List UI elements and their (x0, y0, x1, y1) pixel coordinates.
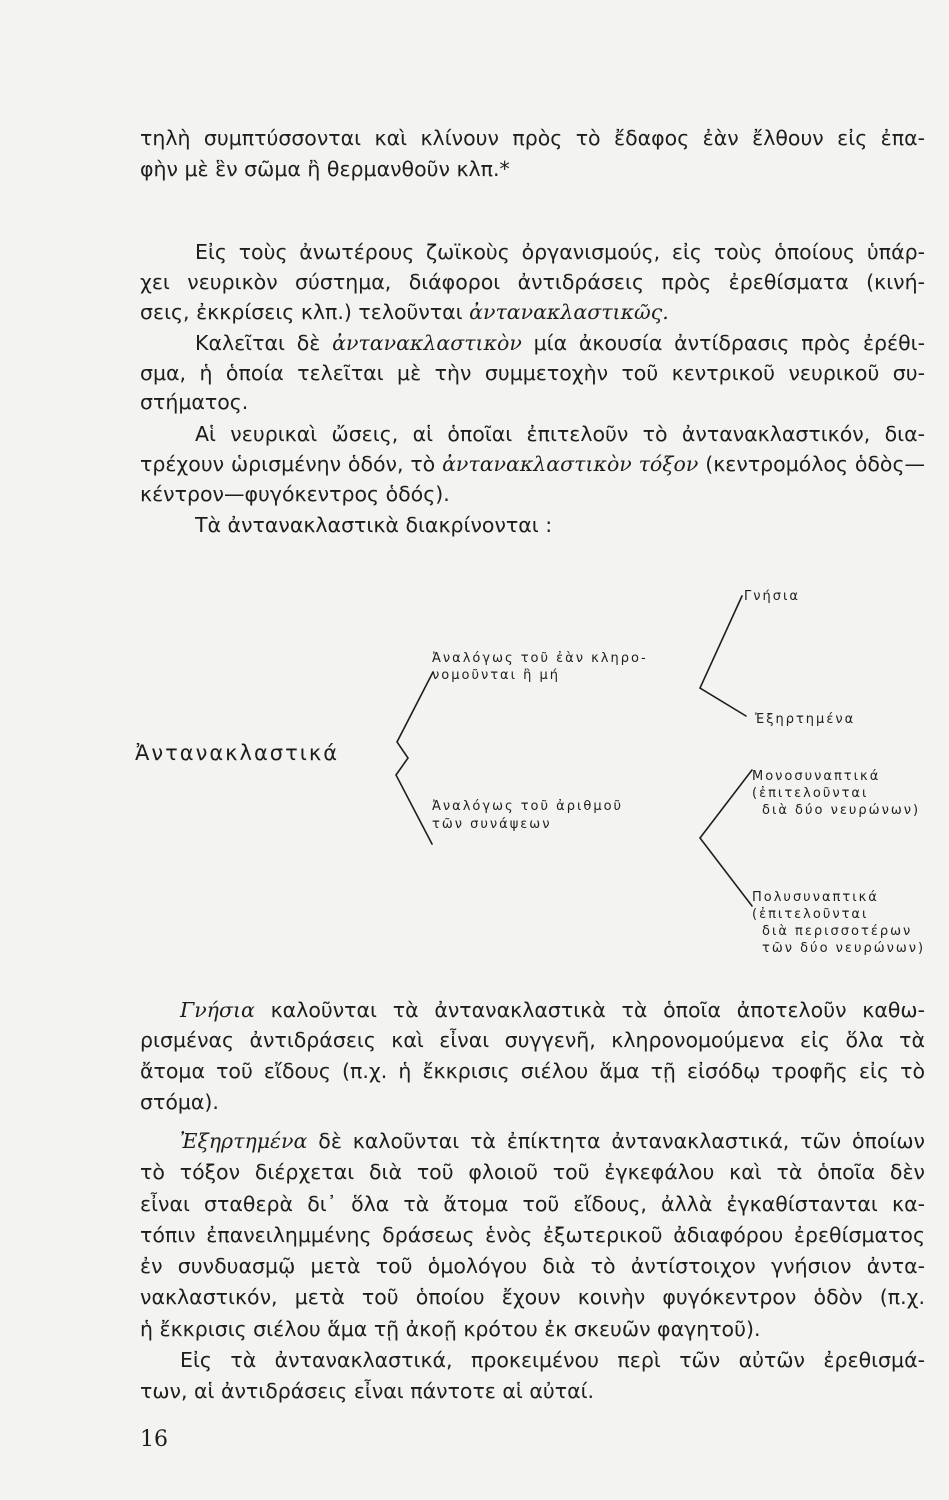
text-line: σεις, ἐκκρίσεις κλπ.) τελοῦνται ἀντανακλαστικῶς. (140, 300, 669, 324)
diagram-poly-label: τῶν δύο νευρώνων) (762, 941, 926, 956)
diagram-poly-label: Πολυσυναπτικά (752, 890, 879, 905)
text-line: Αἱ νευρικαὶ ὤσεις, αἱ ὁποῖαι ἐπιτελοῦν τὸ ἀντανακλαστικόν, δια- (195, 422, 925, 446)
synapse-bracket (700, 770, 752, 906)
diagram-synapse-label: Ἀναλόγως τοῦ ἀριθμοῦ (432, 799, 624, 814)
text-line: τόπιν ἐπανειλημμένης δράσεως ἑνὸς ἐξωτερικοῦ ἀδιαφόρου ἐρεθίσματος (140, 1223, 925, 1247)
italic-term: ἀντανακλαστικὸν τόξον (442, 452, 699, 476)
text-line: στήματος. (140, 390, 249, 414)
text-line: χει νευρικὸν σύστημα, διάφοροι ἀντιδράσεις πρὸς ἐρεθίσματα (κινή- (140, 270, 925, 294)
text-line: κέντρον—φυγόκεντρος ὁδός). (140, 482, 450, 506)
text-line: Γνήσια καλοῦνται τὰ ἀντανακλαστικὰ τὰ ὁποῖα ἀποτελοῦν καθω- (180, 998, 925, 1022)
diagram-root-label: Ἀντανακλαστικά (135, 741, 340, 765)
text-line: ἐν συνδυασμῷ μετὰ τοῦ ὁμολόγου διὰ τὸ ἀντίστοιχον γνήσιον ἀντα- (140, 1254, 925, 1278)
diagram-heredity-label: Ἀναλόγως τοῦ ἐὰν κληρο- (432, 651, 648, 666)
text-line: στόμα). (140, 1090, 219, 1114)
diagram-poly-label: διὰ περισσοτέρων (762, 924, 913, 939)
text-line: εἶναι σταθερὰ δι᾽ ὅλα τὰ ἄτομα τοῦ εἴδους, ἀλλὰ ἐγκαθίστανται κα- (140, 1192, 925, 1216)
text-line: φὴν μὲ ἓν σῶμα ἢ θερμανθοῦν κλπ.* (140, 157, 510, 181)
text-line: Εἰς τοὺς ἀνωτέρους ζωϊκοὺς ὀργανισμούς, εἰς τοὺς ὁποίους ὑπάρ- (195, 240, 925, 264)
text-line: Εἰς τὰ ἀντανακλαστικά, προκειμένου περὶ τῶν αὐτῶν ἐρεθισμά- (180, 1348, 925, 1372)
diagram-mono-label: Μονοσυναπτικά (752, 769, 881, 784)
text-line: των, αἱ ἀντιδράσεις εἶναι πάντοτε αἱ αὐταί. (140, 1379, 595, 1403)
text-line: ἡ ἔκκρισις σιέλου ἅμα τῇ ἀκοῇ κρότου ἐκ σκευῶν φαγητοῦ). (140, 1317, 761, 1341)
text-line: ἄτομα τοῦ εἴδους (π.χ. ἡ ἔκκρισις σιέλου ἅμα τῇ εἰσόδῳ τροφῆς εἰς τὸ (140, 1059, 925, 1083)
text-line: νακλαστικόν, μετὰ τοῦ ὁποίου ἔχουν κοινὴν φυγόκεντρον ὁδὸν (π.χ. (140, 1285, 925, 1309)
diagram-mono-label: διὰ δύο νευρώνων) (762, 803, 921, 818)
diagram-synapse-label: τῶν συνάψεων (432, 817, 552, 832)
text-line: τηλὴ συμπτύσσονται καὶ κλίνουν πρὸς τὸ ἔδαφος ἐὰν ἔλθουν εἰς ἐπα- (140, 126, 925, 150)
italic-term: Γνήσια (180, 998, 255, 1022)
diagram-genuine-label: Γνήσια (744, 589, 800, 604)
diagram-mono-label: (ἐπιτελοῦνται (752, 786, 869, 801)
diagram-poly-label: (ἐπιτελοῦνται (752, 907, 869, 922)
italic-term: ἀντανακλαστικῶς. (469, 300, 669, 324)
text-line: τὸ τόξον διέρχεται διὰ τοῦ φλοιοῦ τοῦ ἐγκεφάλου καὶ τὰ ὁποῖα δὲν (140, 1160, 925, 1184)
text-line: Καλεῖται δὲ ἀντανακλαστικὸν μία ἀκουσία ἀντίδρασις πρὸς ἐρέθι- (195, 331, 925, 355)
page-number: 16 (140, 1427, 168, 1452)
text-line: Τὰ ἀντανακλαστικὰ διακρίνονται : (195, 513, 553, 537)
text-line: σμα, ἡ ὁποία τελεῖται μὲ τὴν συμμετοχὴν τοῦ κεντρικοῦ νευρικοῦ συ- (140, 361, 925, 385)
text-line: ρισμένας ἀντιδράσεις καὶ εἶναι συγγενῆ, κληρονομούμενα εἰς ὅλα τὰ (140, 1028, 925, 1052)
italic-term: ἀντανακλαστικὸν (332, 331, 522, 355)
main-bracket (396, 672, 433, 844)
italic-term: Ἐξηρτημένα (180, 1129, 308, 1153)
text-line: τρέχουν ὡρισμένην ὁδόν, τὸ ἀντανακλαστικὸν τόξον (κεντρομόλος ὁδὸς— (140, 452, 925, 476)
heredity-bracket (700, 596, 746, 716)
text-line: Ἐξηρτημένα δὲ καλοῦνται τὰ ἐπίκτητα ἀντανακλαστικά, τῶν ὁποίων (180, 1129, 925, 1153)
diagram-conditioned-label: Ἐξηρτημένα (755, 712, 856, 727)
diagram-heredity-label: νομοῦνται ἢ μή (432, 668, 561, 683)
